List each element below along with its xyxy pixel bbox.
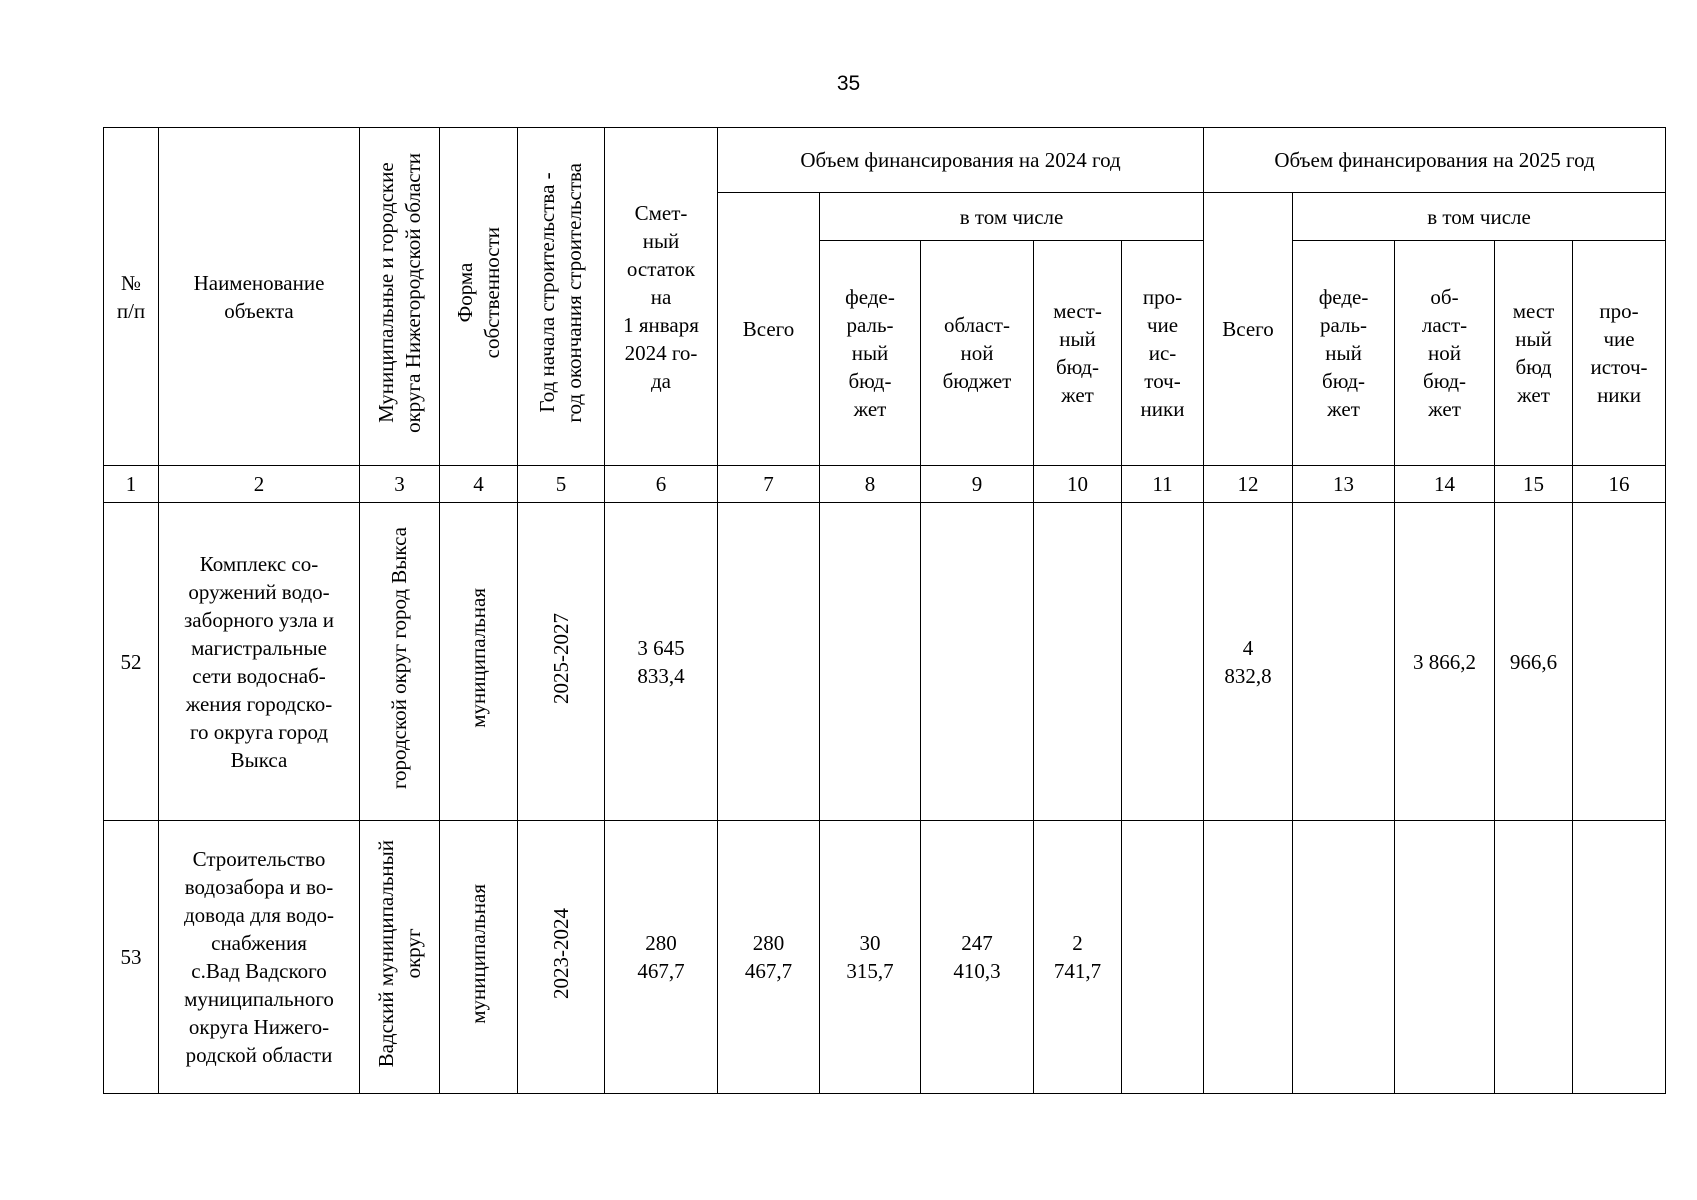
object-name: Строительство водозабора и во- довода для водо- снабжения с.Вад Вадского муниципального округа Нижего- родской области: [159, 821, 360, 1094]
column-number: 9: [921, 466, 1034, 503]
regional-2025-cell: [1395, 821, 1495, 1094]
column-number: 16: [1573, 466, 1666, 503]
column-number: 13: [1293, 466, 1395, 503]
row-number: 52: [104, 503, 159, 821]
total-2025-cell: 4 832,8: [1204, 503, 1293, 821]
federal-2025-cell: [1293, 503, 1395, 821]
regional-2025-cell: 3 866,2: [1395, 503, 1495, 821]
header-financing-2025: Объем финансирования на 2025 год: [1204, 128, 1666, 193]
header-ownership: Форма собственности: [440, 128, 518, 466]
header-other-2025: про- чие источ- ники: [1573, 241, 1666, 466]
regional-2024-cell: [921, 503, 1034, 821]
row-number: 53: [104, 821, 159, 1094]
years-cell: 2025-2027: [518, 503, 605, 821]
column-number: 1: [104, 466, 159, 503]
federal-2024-cell: [820, 503, 921, 821]
municipality-cell: городской округ город Выкса: [360, 503, 440, 821]
other-2024-cell: [1122, 503, 1204, 821]
column-number: 6: [605, 466, 718, 503]
federal-2025-cell: [1293, 821, 1395, 1094]
total-2024-cell: 280 467,7: [718, 821, 820, 1094]
ownership-cell: муниципальная: [440, 503, 518, 821]
column-number: 15: [1495, 466, 1573, 503]
years-cell: 2023-2024: [518, 821, 605, 1094]
financing-table: [103, 127, 1666, 1094]
header-no: № п/п: [104, 128, 159, 466]
header-federal-2024: феде- раль- ный бюд- жет: [820, 241, 921, 466]
column-number: 10: [1034, 466, 1122, 503]
header-years: Год начала строительства - год окончания строительства: [518, 128, 605, 466]
column-number: 14: [1395, 466, 1495, 503]
column-number: 4: [440, 466, 518, 503]
column-number: 7: [718, 466, 820, 503]
header-local-2025: мест ный бюд жет: [1495, 241, 1573, 466]
column-number: 8: [820, 466, 921, 503]
total-2025-cell: [1204, 821, 1293, 1094]
column-number-row: [104, 466, 1666, 503]
column-number: 11: [1122, 466, 1204, 503]
object-name: Комплекс со- оружений водо- заборного узла и магистральные сети водоснаб- жения городско- го округа город Выкса: [159, 503, 360, 821]
balance-cell: 280 467,7: [605, 821, 718, 1094]
ownership-cell: муниципальная: [440, 821, 518, 1094]
local-2025-cell: 966,6: [1495, 503, 1573, 821]
header-including-2024: в том числе: [820, 193, 1204, 241]
column-number: 3: [360, 466, 440, 503]
header-name: Наименование объекта: [159, 128, 360, 466]
other-2024-cell: [1122, 821, 1204, 1094]
column-number: 5: [518, 466, 605, 503]
page-number: 35: [836, 72, 861, 95]
header-local-2024: мест- ный бюд- жет: [1034, 241, 1122, 466]
total-2024-cell: [718, 503, 820, 821]
balance-cell: 3 645 833,4: [605, 503, 718, 821]
header-federal-2025: феде- раль- ный бюд- жет: [1293, 241, 1395, 466]
other-2025-cell: [1573, 503, 1666, 821]
header-balance: Смет- ный остаток на 1 января 2024 го- да: [605, 128, 718, 466]
municipality-cell: Вадский муниципальный округ: [360, 821, 440, 1094]
header-other-2024: про- чие ис- точ- ники: [1122, 241, 1204, 466]
header-total-2024: Всего: [718, 193, 820, 466]
column-number: 12: [1204, 466, 1293, 503]
local-2024-cell: 2 741,7: [1034, 821, 1122, 1094]
local-2024-cell: [1034, 503, 1122, 821]
header-regional-2025: об- ласт- ной бюд- жет: [1395, 241, 1495, 466]
header-financing-2024: Объем финансирования на 2024 год: [718, 128, 1204, 193]
regional-2024-cell: 247 410,3: [921, 821, 1034, 1094]
column-number: 2: [159, 466, 360, 503]
table-row: [104, 503, 1666, 821]
header-row-1: [104, 128, 1666, 193]
header-total-2025: Всего: [1204, 193, 1293, 466]
local-2025-cell: [1495, 821, 1573, 1094]
table-row: [104, 821, 1666, 1094]
header-regional-2024: област- ной бюджет: [921, 241, 1034, 466]
other-2025-cell: [1573, 821, 1666, 1094]
federal-2024-cell: 30 315,7: [820, 821, 921, 1094]
header-including-2025: в том числе: [1293, 193, 1666, 241]
header-municipality: Муниципальные и городские округа Нижегородской области: [360, 128, 440, 466]
